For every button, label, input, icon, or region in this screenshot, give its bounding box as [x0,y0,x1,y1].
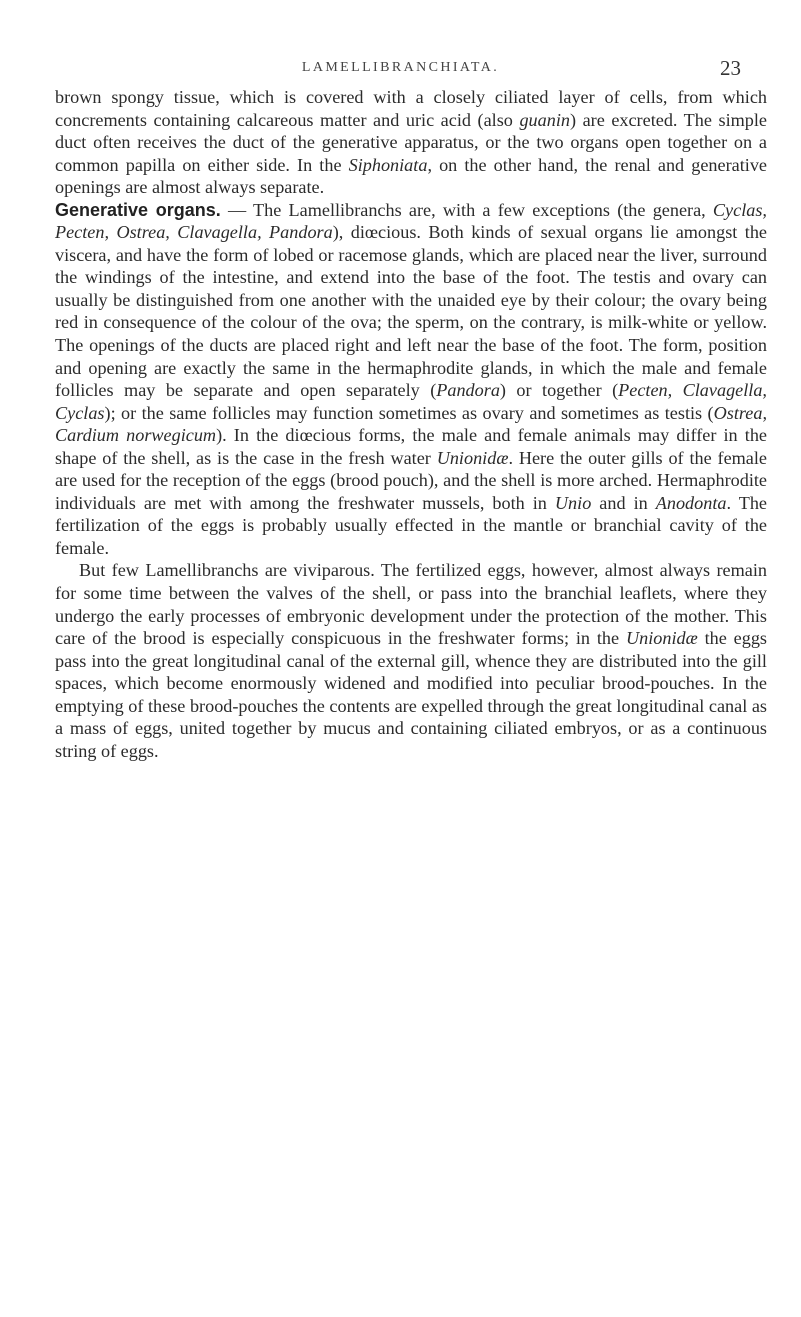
text-run: and in [591,492,656,513]
text-run: — The Lamellibranchs are, with a few exceptions (the genera, [220,199,713,220]
italic-term: Unionidæ [625,628,698,649]
italic-term: Anodonta [655,492,727,513]
italic-term: Siphoniata [348,154,428,175]
text-run: . Here the outer gills of the female are used for the reception of the eggs (brood pouch), and the shell is more arched. Hermaphrodite individuals are met with among the freshwater mussels, both in [55,447,767,513]
text-run: . The fertilization of the eggs is probably usually effected in the mantle or branchial cavity of the female. [55,492,767,558]
italic-term: Pandora [436,380,500,401]
text-run: ). In the diœcious forms, the male and female animals may differ in the shape of the shell, as is the case in the fresh water [55,425,768,468]
text-run: ); or the same follicles may function sometimes as ovary and sometimes as testis ( [104,402,714,423]
section-heading: Generative organs. [55,199,221,220]
italic-term: Cyclas, Pecten, Ostrea, Clavagella, Pandora [55,199,767,243]
paragraph-generative-organs [55,199,767,560]
text-run: But few Lamellibranchs are viviparous. The fertilized eggs, however, almost always remain for some time between the valves of the shell, or pass into the branchial leaflets, where they undergo the early processes of embryonic development under the protection of the mother. This care of the brood is especially conspicuous in the freshwater forms; in the [55,560,767,649]
text-run: ), diœcious. Both kinds of sexual organs lie amongst the viscera, and have the form of lobed or racemose glands, which are placed near the liver, surround the windings of the intestine, and extend into the base of the foot. The testis and ovary can usually be distinguished from one another with the unaided eye by their colour; the ovary being red in consequence of the colour of the ova; the sperm, on the contrary, is milk-white or yellow. The openings of the ducts are placed right and left near the base of the foot. The form, position and opening are exactly the same in the hermaphrodite glands, in which the male and female follicles may be separate and open separately ( [55,222,767,401]
paragraph-renal-organs [55,86,767,199]
italic-term: Unio [554,492,592,513]
text-run: brown spongy tissue, which is covered with a closely ciliated layer of cells, from which concrements containing calcareous matter and uric acid (also [55,87,767,130]
page-number: 23 [720,56,741,80]
running-title: LAMELLIBRANCHIATA. [301,60,500,75]
italic-term: guanin [519,109,570,130]
text-run: the eggs pass into the great longitudinal canal of the external gill, whence they are distributed into the gill spaces, which become enormously widened and modified into peculiar brood-pouches. In the emptying of these brood-pouches the contents are expelled through the great longitudinal canal as a mass of eggs, united together by mucus and containing ciliated embryos, or as a continuous string of eggs. [55,628,767,761]
italic-term: Ostrea, Cardium norwegicum [55,402,767,446]
text-run: ) or together ( [499,380,619,401]
italic-term: Pecten, Clavagella, Cyclas [55,380,767,423]
running-head [0,58,801,82]
italic-term: Unionidæ [436,447,509,468]
text-run: , on the other hand, the renal and generative openings are almost always separate. [55,154,767,198]
body-text [55,86,767,762]
text-run: ) are excreted. The simple duct often receives the duct of the generative apparatus, or the two organs open together on a common papilla on either side. In the [55,109,767,175]
paragraph-viviparous [55,559,767,762]
